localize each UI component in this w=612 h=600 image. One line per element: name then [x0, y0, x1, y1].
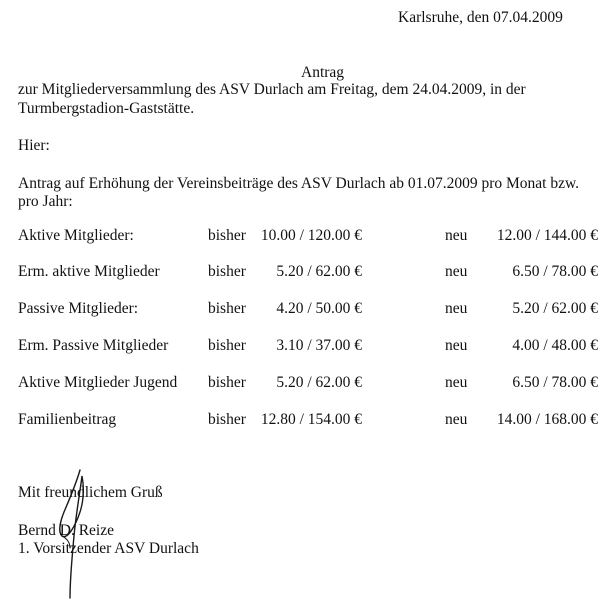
request-line-2: pro Jahr: — [18, 193, 73, 210]
bisher-label: bisher — [208, 227, 246, 244]
fee-row — [0, 227, 612, 247]
fee-category: Aktive Mitglieder Jugend — [18, 374, 178, 391]
new-fee: 6.50 / 78.00 € — [512, 263, 598, 280]
new-fee: 5.20 / 62.00 € — [512, 300, 598, 317]
old-fee: 10.00 / 120.00 € — [260, 227, 362, 244]
intro-line-1: zur Mitgliederversammlung des ASV Durlach am Freitag, dem 24.04.2009, in der — [18, 81, 526, 98]
hier-label: Hier: — [18, 137, 50, 154]
bisher-label: bisher — [208, 337, 246, 354]
old-fee: 3.10 / 37.00 € — [276, 337, 362, 354]
fee-row — [0, 263, 612, 283]
place-date: Karlsruhe, den 07.04.2009 — [398, 9, 563, 26]
old-fee: 5.20 / 62.00 € — [276, 374, 362, 391]
bisher-label: bisher — [208, 263, 246, 280]
document-title: Antrag — [301, 64, 345, 81]
neu-label: neu — [445, 227, 468, 244]
bisher-label: bisher — [208, 411, 246, 428]
fee-category: Erm. Passive Mitglieder — [18, 337, 169, 354]
neu-label: neu — [445, 300, 468, 317]
signer-role: 1. Vorsitzender ASV Durlach — [18, 540, 199, 557]
neu-label: neu — [445, 263, 468, 280]
bisher-label: bisher — [208, 374, 246, 391]
fee-category: Aktive Mitglieder: — [18, 227, 134, 244]
neu-label: neu — [445, 374, 468, 391]
neu-label: neu — [445, 411, 468, 428]
fee-row — [0, 411, 612, 431]
neu-label: neu — [445, 337, 468, 354]
fee-category: Familienbeitrag — [18, 411, 117, 428]
fee-category: Erm. aktive Mitglieder — [18, 263, 160, 280]
fee-row — [0, 300, 612, 320]
new-fee: 14.00 / 168.00 € — [496, 411, 598, 428]
old-fee: 12.80 / 154.00 € — [260, 411, 362, 428]
old-fee: 4.20 / 50.00 € — [276, 300, 362, 317]
closing-greeting: Mit freundlichem Gruß — [18, 484, 163, 501]
request-line-1: Antrag auf Erhöhung der Vereinsbeiträge des ASV Durlach ab 01.07.2009 pro Monat bzw. — [18, 175, 580, 192]
new-fee: 4.00 / 48.00 € — [512, 337, 598, 354]
fee-row — [0, 374, 612, 394]
old-fee: 5.20 / 62.00 € — [276, 263, 362, 280]
intro-line-2: Turmbergstadion-Gaststätte. — [18, 100, 195, 117]
new-fee: 12.00 / 144.00 € — [496, 227, 598, 244]
new-fee: 6.50 / 78.00 € — [512, 374, 598, 391]
fee-category: Passive Mitglieder: — [18, 300, 139, 317]
signer-name: Bernd D. Reize — [18, 522, 114, 539]
bisher-label: bisher — [208, 300, 246, 317]
fee-row — [0, 337, 612, 357]
